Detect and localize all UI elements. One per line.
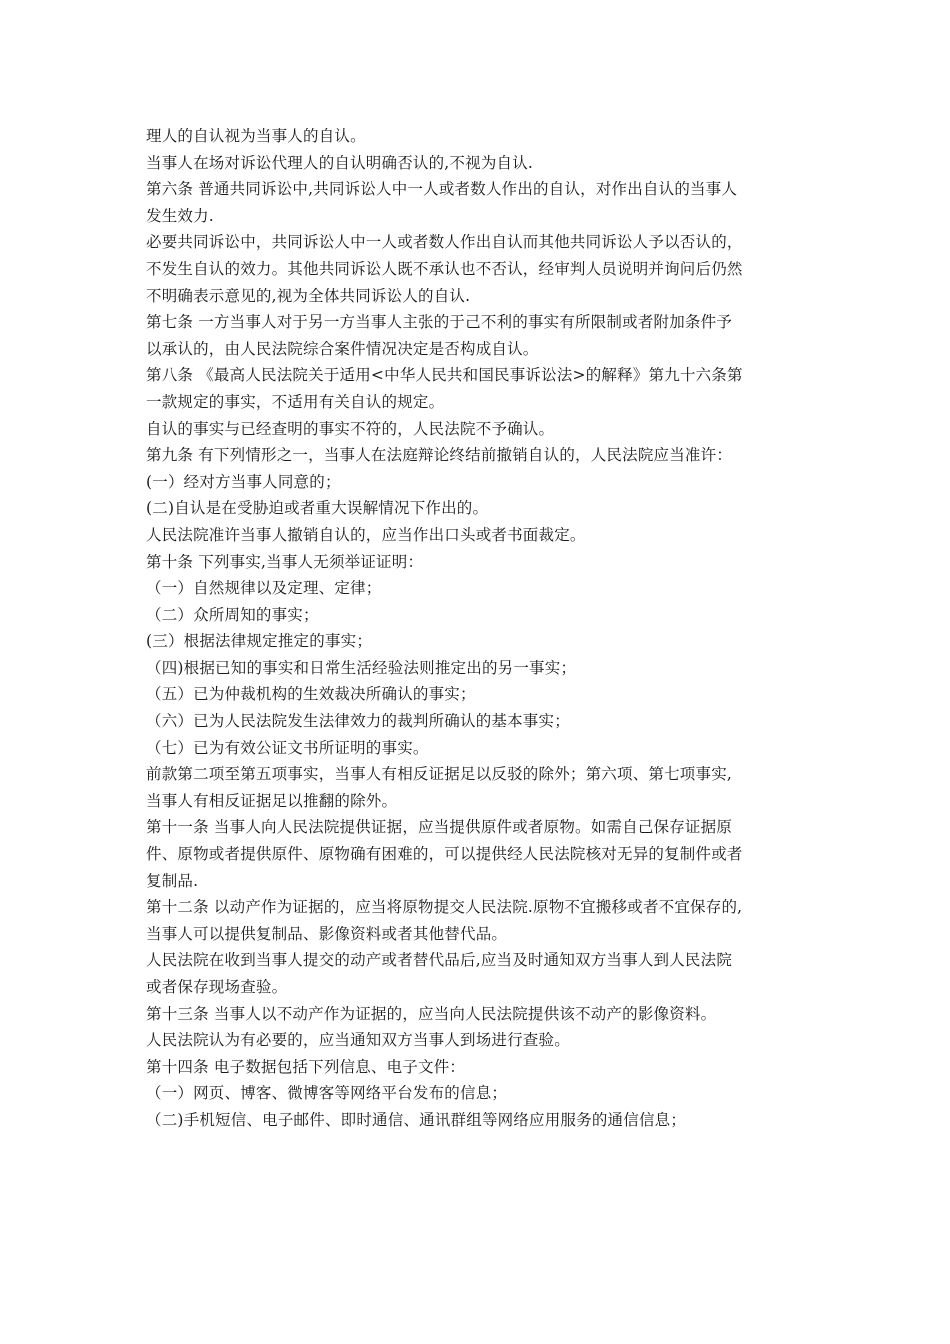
text-line: （七）已为有效公证文书所证明的事实。 — [146, 738, 429, 757]
text-line: 第八条 《最高人民法院关于适用<中华人民共和国民事诉讼法>的解释》第九十六条第 — [146, 366, 743, 385]
text-line: 前款第二项至第五项事实，当事人有相反证据足以反驳的除外；第六项、第七项事实, — [146, 765, 733, 784]
text-line: （五）已为仲裁机构的生效裁决所确认的事实； — [146, 685, 476, 704]
text-line: 当事人可以提供复制品、影像资料或者其他替代品。 — [146, 924, 508, 943]
text-line: 自认的事实与已经查明的事实不符的，人民法院不予确认。 — [146, 419, 555, 438]
text-line: 第六条 普通共同诉讼中,共同诉讼人中一人或者数人作出的自认，对作出自认的当事人 — [146, 180, 738, 199]
text-line: （二）众所周知的事实； — [146, 605, 319, 624]
text-line: 第九条 有下列情形之一，当事人在法庭辩论终结前撤销自认的，人民法院应当准许： — [146, 446, 733, 465]
text-line: 复制品. — [146, 871, 199, 890]
text-line: 一款规定的事实，不适用有关自认的规定。 — [146, 392, 445, 411]
text-line: 第七条 一方当事人对于另一方当事人主张的于己不利的事实有所限制或者附加条件予 — [146, 313, 733, 332]
text-line: (三）根据法律规定推定的事实； — [146, 632, 373, 651]
text-line: （二)手机短信、电子邮件、即时通信、通讯群组等网络应用服务的通信信息； — [146, 1110, 687, 1129]
text-line: （四)根据已知的事实和日常生活经验法则推定出的另一事实； — [146, 658, 577, 677]
text-line: 当事人在场对诉讼代理人的自认明确否认的,不视为自认. — [146, 153, 534, 172]
text-line: （六）已为人民法院发生法律效力的裁判所确认的基本事实； — [146, 712, 570, 731]
text-line: 人民法院准许当事人撤销自认的，应当作出口头或者书面裁定。 — [146, 525, 586, 544]
text-line: 不发生自认的效力。其他共同诉讼人既不承认也不否认，经审判人员说明并询问后仍然 — [146, 259, 743, 278]
text-line: 第十四条 电子数据包括下列信息、电子文件： — [146, 1057, 466, 1076]
text-line: (一）经对方当事人同意的； — [146, 472, 341, 491]
text-line: 人民法院认为有必要的，应当通知双方当事人到场进行查验。 — [146, 1031, 570, 1050]
text-line: 第十二条 以动产作为证据的，应当将原物提交人民法院.原物不宜搬移或者不宜保存的, — [146, 898, 743, 917]
text-line: 以承认的，由人民法院综合案件情况决定是否构成自认。 — [146, 339, 539, 358]
text-line: 件、原物或者提供原件、原物确有困难的，可以提供经人民法院核对无异的复制件或者 — [146, 845, 743, 864]
text-line: 不明确表示意见的,视为全体共同诉讼人的自认. — [146, 286, 471, 305]
text-line: 必要共同诉讼中，共同诉讼人中一人或者数人作出自认而其他共同诉讼人予以否认的， — [146, 233, 743, 252]
text-line: （一）网页、博客、微博客等网络平台发布的信息； — [146, 1084, 508, 1103]
text-line: 或者保存现场查验。 — [146, 978, 288, 996]
text-line: 第十一条 当事人向人民法院提供证据，应当提供原件或者原物。如需自己保存证据原 — [146, 818, 733, 837]
text-line: 第十三条 当事人以不动产作为证据的，应当向人民法院提供该不动产的影像资料。 — [146, 1004, 717, 1023]
text-line: 理人的自认视为当事人的自认。 — [146, 127, 366, 145]
text-line: 第十条 下列事实,当事人无须举证证明： — [146, 552, 424, 571]
document-body — [146, 123, 826, 1134]
text-line: （一）自然规律以及定理、定律； — [146, 579, 382, 598]
text-line: 发生效力. — [146, 206, 214, 225]
text-line: 人民法院在收到当事人提交的动产或者替代品后,应当及时通知双方当事人到人民法院 — [146, 951, 733, 970]
text-line: (二)自认是在受胁迫或者重大误解情况下作出的。 — [146, 499, 489, 518]
text-line: 当事人有相反证据足以推翻的除外。 — [146, 791, 398, 810]
